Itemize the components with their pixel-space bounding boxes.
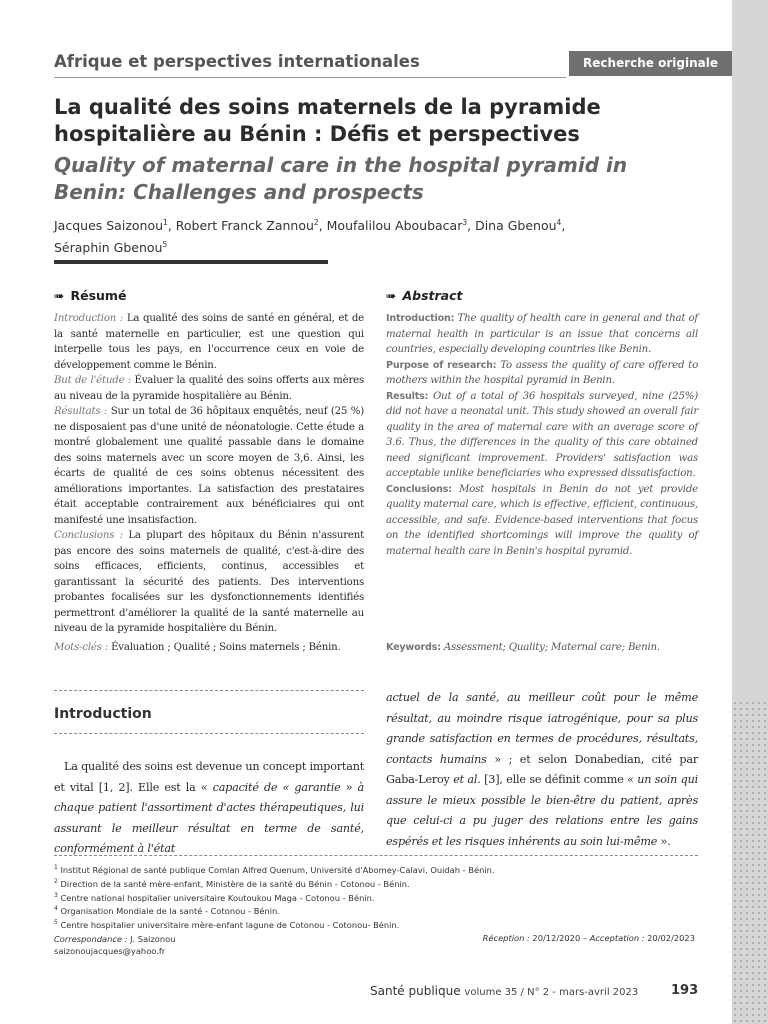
- acceptation-date: 20/02/2023: [644, 933, 695, 943]
- author-affiliation: 5: [162, 240, 168, 250]
- journal-volume: volume 35 / N° 2 - mars-avril 2023: [464, 987, 639, 998]
- arrow-right-icon: ➠: [54, 288, 65, 303]
- footnote: $^2$ Direction de la santé mère-enfant, Ministère de la santé du Bénin - Cotonou - Bénin.: [54, 877, 410, 889]
- reception-label: Réception :: [482, 933, 530, 943]
- title-french-line1: La qualité des soins maternels de la pyramide: [54, 95, 601, 119]
- abstract-text: La qualité des soins de santé en général, et de la santé maternelle en particulier, est une question qui interpelle tous les pays, en l'occurrence ceux en voie de développement comme le Bénin.: [54, 313, 364, 371]
- keywords-text: Assessment; Quality; Maternal care; Benin.: [440, 642, 660, 653]
- introduction-right-column: [386, 688, 698, 852]
- title-french-line2: hospitalière au Bénin : Défis et perspectives: [54, 122, 580, 146]
- footnote: $^4$ Organisation Mondiale de la santé - Cotonou - Bénin.: [54, 905, 280, 917]
- author-name: Jacques Saizonou: [54, 218, 164, 234]
- correspondence: [54, 933, 175, 957]
- reception-date: 20/12/2020: [529, 933, 581, 943]
- abstract-label: Introduction :: [54, 313, 124, 324]
- header-rule: [54, 77, 566, 78]
- abstract-label: Purpose of research:: [386, 359, 497, 371]
- keywords-english: [386, 641, 698, 655]
- acceptation-label: Acceptation :: [589, 933, 645, 943]
- abstract-label: Conclusions:: [386, 483, 452, 495]
- body-text: ».: [657, 834, 671, 848]
- affiliation-footnotes: [54, 862, 698, 931]
- keywords-label: Keywords:: [386, 642, 441, 653]
- footnote: $^3$ Centre national hospitalier universitaire Koutoukou Maga - Cotonou - Bénin.: [54, 891, 375, 903]
- footnote-divider: [54, 855, 698, 856]
- author-name: Séraphin Gbenou: [54, 240, 163, 256]
- abstract-text: Out of a total of 36 hospitals surveyed, nine (25%) did not have a neonatal unit. This study showed an overall fair quality in the area of maternal care with an average score of 3.6. Thus, the differences in the quality of this care obtained need significant improvement. Providers' satisfaction was acceptable unlike beneficiaries who expressed dissatisfaction.: [386, 390, 698, 479]
- footnote: $^5$ Centre hospitalier universitaire mère-enfant lagune de Cotonou - Cotonou- Bénin.: [54, 919, 400, 930]
- title-french: [54, 94, 714, 148]
- author-affiliation: 2: [313, 218, 319, 227]
- abstract-label: Résultats :: [54, 406, 108, 417]
- author-name: Robert Franck Zannou: [175, 218, 314, 234]
- resume-heading: ➠ Résumé: [54, 288, 127, 303]
- author-list: Jacques Saizonou$^1$, Robert Franck Zannou$^2$, Moufalilou Aboubacar$^3$, Dina Gbenou$^4$, Séraphin Gbenou$^5$: [54, 218, 566, 256]
- author-name: Moufalilou Aboubacar: [326, 218, 463, 234]
- article-type-badge: Recherche originale: [569, 51, 732, 76]
- keywords-text: Évaluation ; Qualité ; Soins maternels ; Bénin.: [108, 642, 341, 653]
- abstract-french: [54, 311, 364, 637]
- section-divider: [54, 733, 364, 734]
- correspondence-email[interactable]: saizonoujacques@yahoo.fr: [54, 946, 166, 956]
- introduction-left-column: [54, 757, 364, 860]
- section-divider: [54, 690, 364, 691]
- abstract-text: Most hospitals in Benin do not yet provide quality maternal care, which is effective, efficient, continuous, accessible, and safe. Evidence-based interventions that focus on the identified shortcomings will improve the quality of maternal health care in Benin's hospital pyramid.: [386, 483, 698, 557]
- body-text-italic: un soin qui assure le mieux possible le bien-être du patient, après que celui-ci a pu juger des relations entre les gains espérés et les risques inhérents au soin lui-même: [386, 773, 699, 848]
- page-number: 193: [671, 983, 699, 998]
- journal-name: Santé publique: [370, 984, 461, 998]
- abstract-english: [386, 311, 698, 559]
- abstract-heading: ➠ Abstract: [386, 288, 463, 303]
- footnote: $^1$ Institut Régional de santé publique Comlan Alfred Quenum, Université d'Abomey-Calavi, Ouidah - Bénin.: [54, 864, 495, 875]
- abstract-label: But de l'étude :: [54, 375, 132, 386]
- author-affiliation: 1: [163, 218, 168, 227]
- submission-dates: Réception : 20/12/2020 – Acceptation : 20/02/2023: [482, 933, 695, 943]
- title-english: [54, 152, 714, 206]
- author-affiliation: 3: [462, 218, 468, 227]
- body-text-italic: actuel de la santé, au meilleur coût pour le même résultat, au moindre risque iatrogénique, pour sa plus grande satisfaction en termes de procédures, résultats, contacts humains: [386, 691, 698, 766]
- journal-footer: [370, 984, 638, 998]
- correspondence-name: J. Saizonou: [127, 934, 176, 944]
- body-text-italic: et al.: [453, 773, 481, 786]
- abstract-text: To assess the quality of care offered to mothers within the hospital pyramid in Benin.: [386, 359, 699, 386]
- dot-pattern: [732, 700, 768, 1024]
- introduction-heading: Introduction: [54, 706, 152, 722]
- author-affiliation: 4: [556, 218, 562, 227]
- body-text: [3], elle se définit comme «: [480, 773, 638, 786]
- keywords-french: [54, 641, 364, 655]
- keywords-label: Mots-clés :: [54, 642, 109, 653]
- abstract-label: Conclusions :: [54, 530, 123, 541]
- abstract-text: La plupart des hôpitaux du Bénin n'assurent pas encore des soins maternels de qualité, c'est-à-dire des soins efficaces, efficients, continus, accessibles et garantissant la sécurité des patients. Des interventions probantes focalisées sur les dysfonctionnements identifiés permettront d'améliorer la qualité de la santé maternelle au niveau de la pyramide hospitalière du Bénin.: [54, 530, 364, 634]
- author-name: Dina Gbenou: [475, 218, 557, 234]
- title-english-line1: Quality of maternal care in the hospital pyramid in: [54, 153, 628, 177]
- title-english-line2: Benin: Challenges and prospects: [54, 180, 424, 204]
- abstract-text: Sur un total de 36 hôpitaux enquêtés, neuf (25 %) ne disposaient pas d'une unité de néonatologie. Cette étude a montré globalement une qualité passable dans le domaine des soins maternels avec un score moyen de 3,6. Ainsi, les écarts de qualité de ces soins obtenus nécessitent des améliorations importantes. La satisfaction des prestataires était acceptable contrairement aux bénéficiaires qui ont manifesté une insatisfaction.: [54, 406, 364, 526]
- abstract-label: Results:: [386, 390, 429, 402]
- correspondence-label: Correspondance :: [54, 934, 128, 944]
- body-text: » ; et selon Donabedian, cité par Gaba-Leroy: [386, 752, 698, 786]
- abstract-text: Évaluer la qualité des soins offerts aux mères au niveau de la pyramide hospitalière au Bénin.: [54, 375, 364, 402]
- arrow-right-icon: ➠: [386, 288, 397, 303]
- section-header: Afrique et perspectives internationales: [54, 52, 420, 71]
- abstract-text: The quality of health care in general and that of maternal health in particular is an issue that concerns all countries, especially developing countries like Benin.: [386, 313, 698, 355]
- author-rule: [54, 260, 328, 264]
- abstract-label: Introduction:: [386, 313, 455, 324]
- body-text: La qualité des soins est devenue un concept important et vital [1, 2]. Elle est la «: [54, 760, 364, 794]
- body-text-italic: capacité de « garantie » à chaque patient l'assortiment d'actes thérapeutiques, lui assurant le meilleur résultat en terme de santé, conformément à l'état: [54, 780, 364, 855]
